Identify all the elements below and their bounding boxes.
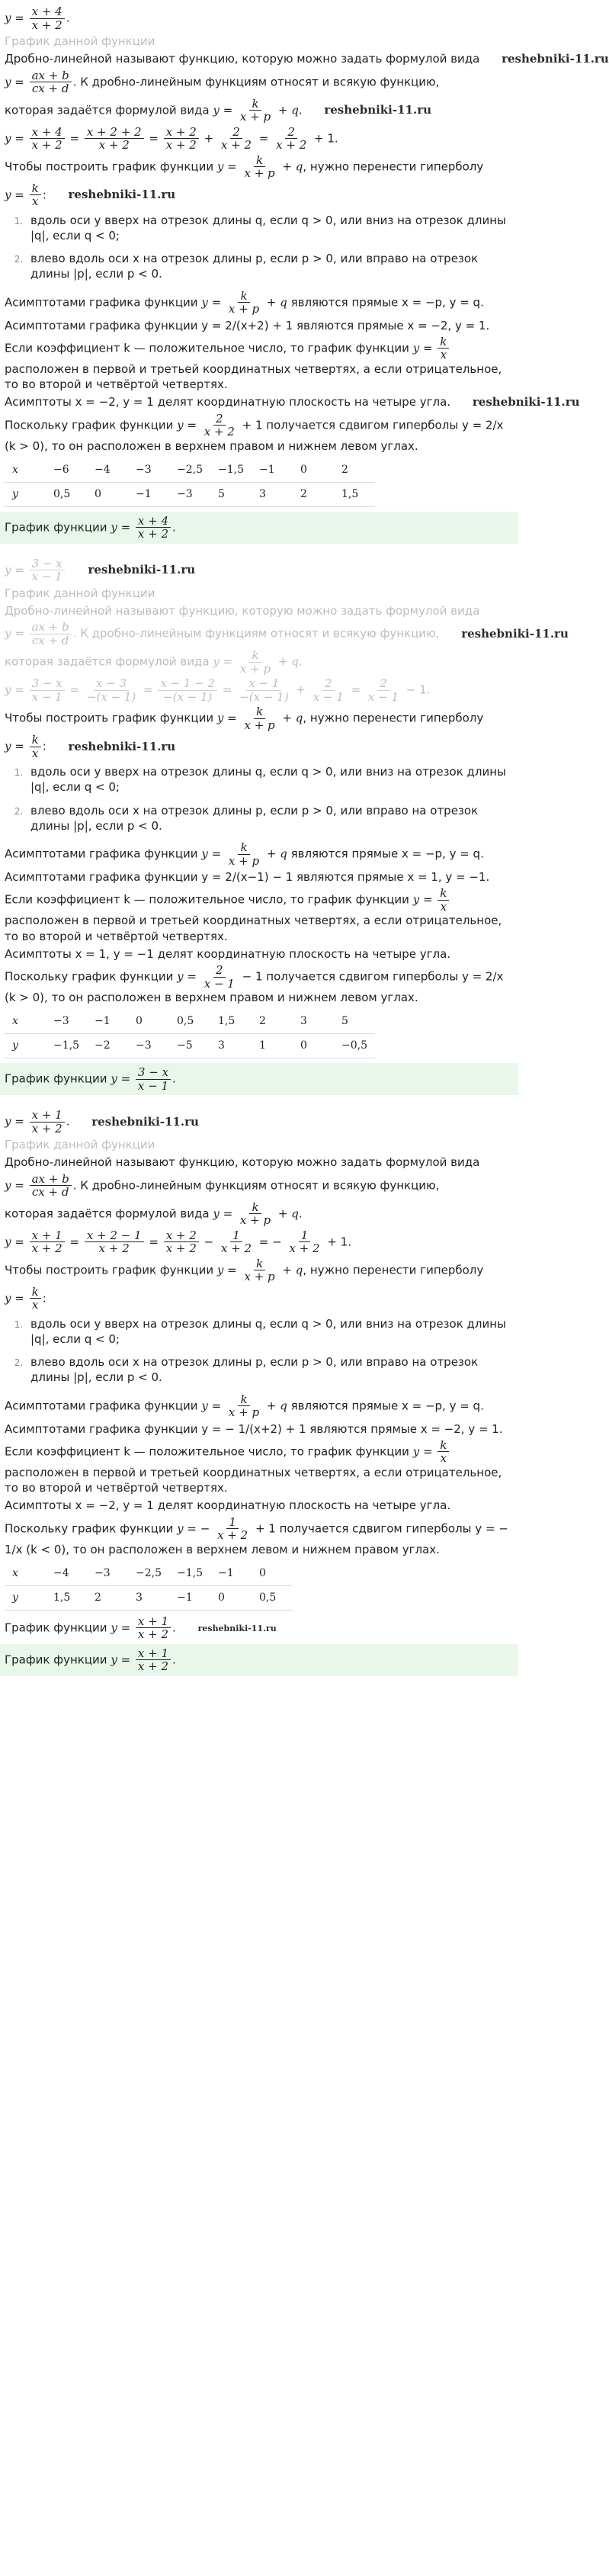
watermark: reshebniki-11.ru — [88, 563, 196, 577]
table-header-x: x — [5, 1010, 46, 1033]
table-cell: 0 — [293, 458, 334, 482]
table-cell: 1 — [252, 1034, 293, 1058]
watermark: reshebniki-11.ru — [91, 1114, 199, 1129]
table-cell: −3 — [87, 1562, 128, 1585]
table-cell: −1,5 — [210, 458, 252, 482]
shift-steps — [5, 213, 514, 282]
transform-chain: y = $\frac{x + 4}{x + 2}$ = $\frac{x + 2 + 2}{x + 2}$ = $\frac{x + 2}{x + 2}$ + $\frac{2}{x + 2}$ = $\frac{2}{x + 2}$ + 1. — [5, 124, 338, 152]
table-cell: −4 — [46, 1562, 87, 1585]
transform-chain: y = $\frac{x + 1}{x + 2}$ = $\frac{x + 2 - 1}{x + 2}$ = $\frac{x + 2}{x + 2}$ − $\frac{1}{x + 2}$ = − $\frac{1}{x + 2}$ + 1. — [5, 1228, 351, 1256]
table-row — [5, 1585, 293, 1610]
watermark: reshebniki-11.ru — [324, 103, 432, 117]
table-cell: 2 — [252, 1010, 293, 1033]
table-row — [5, 482, 375, 506]
watermark: reshebniki-11.ru — [502, 52, 609, 66]
build-line: Чтобы построить график функции y = $\frac{k}{x + p}$ + q, нужно перенести гиперболу — [5, 1256, 484, 1284]
table-cell: 0,5 — [252, 1585, 293, 1610]
since-shift: Поскольку график функции y = − $\frac{1}{x + 2}$ + 1 получается сдвигом гиперболы y = − 1/x (k < 0), то он расположен в верхнем левом и нижнем правом углах. — [5, 1514, 508, 1556]
values-table — [5, 458, 375, 507]
table-cell: 0 — [252, 1562, 293, 1585]
table-cell: 1,5 — [334, 482, 375, 506]
values-table — [5, 1562, 293, 1611]
build-line: Чтобы построить график функции y = $\frac{k}{x + p}$ + q, нужно перенести гиперболу — [5, 705, 484, 732]
asym-angles: Асимптоты x = −2, y = 1 делят координатную плоскость на четыре угла. reshebniki-11.ru — [5, 395, 580, 410]
definition-line: Дробно-линейной называют функцию, которую можно задать формулой вида — [5, 1155, 480, 1170]
step-shift-left: 2. влево вдоль оси x на отрезок длины p, если p > 0, или вправо на отрезок длины |p|, если p < 0. — [26, 803, 514, 834]
table-cell: 0,5 — [46, 482, 87, 506]
shift-steps — [5, 764, 514, 834]
since-shift: Поскольку график функции y = $\frac{2}{x - 1}$ − 1 получается сдвигом гиперболы y = 2/x (k > 0), то он расположен в верхнем правом и нижнем левом углах. — [5, 963, 504, 1005]
problem-2-function: y = $\frac{3 - x}{x - 1}$ reshebniki-11.ru — [5, 556, 196, 584]
asym-general: Асимптотами графика функции y = $\frac{k}{x + p}$ + q являются прямые x = −p, y = q. — [5, 288, 484, 316]
table-header-y: y — [5, 1585, 46, 1610]
table-cell: −5 — [169, 1034, 210, 1058]
problem-2 — [5, 556, 569, 1096]
table-row — [5, 1034, 375, 1058]
table-cell: 2 — [87, 1585, 128, 1610]
asym-angles: Асимптоты x = 1, y = −1 делят координатную плоскость на четыре угла. — [5, 946, 451, 961]
table-cell: −3 — [128, 458, 169, 482]
table-cell: −2,5 — [128, 1562, 169, 1585]
values-table — [5, 1010, 375, 1058]
table-cell: 3 — [128, 1585, 169, 1610]
problem-1-function: y = $\frac{x + 4}{x + 2}$ . — [5, 5, 70, 32]
table-cell: 0 — [293, 1034, 334, 1058]
table-cell: 0,5 — [169, 1010, 210, 1033]
table-cell: −3 — [46, 1010, 87, 1033]
table-cell: −1 — [128, 482, 169, 506]
base-hyperbola: y = $\frac{k}{x}$ : — [5, 1284, 46, 1312]
table-cell: −1 — [87, 1010, 128, 1033]
table-cell: 1,5 — [46, 1585, 87, 1610]
table-cell: −1,5 — [46, 1034, 87, 1058]
table-cell: 2 — [293, 482, 334, 506]
table-cell: 0 — [210, 1585, 252, 1610]
transform-chain: y = $\frac{3 - x}{x - 1}$ = $\frac{x - 3}{-(x - 1)}$ = $\frac{x - 1 - 2}{-(x - 1)}$ = $\frac{x - 1}{-(x - 1)}$ + $\frac{2}{x - 1}$ = $\frac{2}{x - 1}$ − 1. — [5, 676, 431, 704]
definition-formula: y = $\frac{ax + b}{cx + d}$ . К дробно-линейным функциям относят и всякую функцию, — [5, 1171, 440, 1200]
table-cell: 2 — [334, 458, 375, 482]
definition-formula-2: которая задаётся формулой вида y = $\frac{k}{x + p}$ + q. — [5, 648, 303, 676]
step-shift-up: 1. вдоль оси y вверх на отрезок длины q, если q > 0, или вниз на отрезок длины |q|, если q < 0; — [26, 764, 514, 795]
step-shift-up: 1. вдоль оси y вверх на отрезок длины q, если q > 0, или вниз на отрезок длины |q|, если q < 0; — [26, 1316, 514, 1347]
watermark: reshebniki-11.ru — [68, 739, 176, 753]
build-line: Чтобы построить график функции y = $\frac{k}{x + p}$ + q, нужно перенести гиперболу — [5, 153, 484, 180]
definition-formula: y = $\frac{ax + b}{cx + d}$ . К дробно-линейным функциям относят и всякую функцию, reshebniki-11.ru — [5, 620, 569, 647]
table-cell: −1 — [252, 458, 293, 482]
base-hyperbola: y = $\frac{k}{x}$ : reshebniki-11.ru — [5, 181, 176, 208]
table-cell: −3 — [128, 1034, 169, 1058]
graph-caption: График функции y = $\frac{x + 1}{x + 2}$ . — [0, 1644, 518, 1676]
table-cell: 1,5 — [210, 1010, 252, 1033]
table-cell: −1 — [210, 1562, 252, 1585]
table-cell: −2,5 — [169, 458, 210, 482]
problem-1 — [5, 5, 609, 544]
faded-heading: График данной функции — [5, 34, 155, 48]
table-cell: 3 — [293, 1010, 334, 1033]
table-cell: 3 — [252, 482, 293, 506]
watermark: reshebniki-11.ru — [197, 1624, 277, 1634]
table-cell: −6 — [46, 458, 87, 482]
table-cell: −3 — [169, 482, 210, 506]
step-shift-left: 2. влево вдоль оси x на отрезок длины p, если p > 0, или вправо на отрезок длины |p|, если p < 0. — [26, 251, 514, 282]
faded-heading: График данной функции — [5, 1138, 155, 1152]
faded-heading: График данной функции — [5, 586, 155, 600]
watermark: reshebniki-11.ru — [461, 626, 569, 641]
definition-formula-2: которая задаётся формулой вида y = $\frac{k}{x + p}$ + q. — [5, 1200, 303, 1228]
table-cell: −4 — [87, 458, 128, 482]
asym-general: Асимптотами графика функции y = $\frac{k}{x + p}$ + q являются прямые x = −p, y = q. — [5, 840, 484, 868]
table-cell: 5 — [334, 1010, 375, 1033]
since-shift: Поскольку график функции y = $\frac{2}{x + 2}$ + 1 получается сдвигом гиперболы y = 2/x (k > 0), то он расположен в верхнем правом и нижнем левом углах. — [5, 411, 504, 453]
table-cell: 0 — [87, 482, 128, 506]
problem-3-function: y = $\frac{x + 1}{x + 2}$ . reshebniki-11.ru — [5, 1108, 199, 1135]
table-cell: −0,5 — [334, 1034, 375, 1058]
table-header-x: x — [5, 1562, 46, 1585]
definition-formula-2: которая задаётся формулой вида y = $\frac{k}{x + p}$ + q. reshebniki-11.ru — [5, 96, 432, 124]
asym-specific: Асимптотами графика функции y = 2/(x−1) − 1 являются прямые x = 1, y = −1. — [5, 870, 490, 885]
table-cell: −2 — [87, 1034, 128, 1058]
problem-3 — [5, 1109, 514, 1676]
graph-caption-plain: График функции y = $\frac{x + 1}{x + 2}$ . reshebniki-11.ru — [5, 1614, 277, 1642]
definition-line: Дробно-линейной называют функцию, которую можно задать формулой вида — [5, 603, 480, 618]
asym-angles: Асимптоты x = −2, y = 1 делят координатную плоскость на четыре угла. — [5, 1498, 451, 1513]
definition-formula: y = $\frac{ax + b}{cx + d}$ . К дробно-линейным функциям относят и всякую функцию, — [5, 68, 440, 95]
table-header-y: y — [5, 482, 46, 506]
k-positive: Если коэффициент k — положительное число, то график функции y = $\frac{k}{x}$ расположен в первой и третьей координатных четвертях, а если отрицательное, то во второй и четвёртой четвертях. — [5, 886, 502, 943]
asym-general: Асимптотами графика функции y = $\frac{k}{x + p}$ + q являются прямые x = −p, y = q. — [5, 1392, 484, 1420]
watermark: reshebniki-11.ru — [68, 188, 176, 201]
table-cell: 3 — [210, 1034, 252, 1058]
step-shift-up: 1. вдоль оси y вверх на отрезок длины q, если q > 0, или вниз на отрезок длины |q|, если q < 0; — [26, 213, 514, 244]
table-row — [5, 1562, 293, 1585]
k-positive: Если коэффициент k — положительное число, то график функции y = $\frac{k}{x}$ расположен в первой и третьей координатных четвертях, а если отрицательное, то во второй и четвёртой четвертях. — [5, 1437, 502, 1495]
step-shift-left: 2. влево вдоль оси x на отрезок длины p, если p > 0, или вправо на отрезок длины |p|, если p < 0. — [26, 1354, 514, 1386]
shift-steps — [5, 1316, 514, 1386]
graph-caption: График функции y = $\frac{x + 4}{x + 2}$ . — [0, 512, 518, 544]
asym-specific: Асимптотами графика функции y = 2/(x+2) + 1 являются прямые x = −2, y = 1. — [5, 318, 490, 332]
table-cell: 5 — [210, 482, 252, 506]
table-row — [5, 458, 375, 482]
table-cell: 0 — [128, 1010, 169, 1033]
table-header-x: x — [5, 458, 46, 482]
table-cell: −1 — [169, 1585, 210, 1610]
base-hyperbola: y = $\frac{k}{x}$ : reshebniki-11.ru — [5, 733, 176, 760]
asym-specific: Асимптотами графика функции y = − 1/(x+2) + 1 являются прямые x = −2, y = 1. — [5, 1421, 503, 1436]
table-header-y: y — [5, 1034, 46, 1058]
watermark: reshebniki-11.ru — [472, 395, 580, 410]
table-row — [5, 1010, 375, 1033]
definition-line: Дробно-линейной называют функцию, которую можно задать формулой вида reshebniki-11.ru — [5, 52, 609, 66]
k-positive: Если коэффициент k — положительное число, то график функции y = $\frac{k}{x}$ расположен в первой и третьей координатных четвертях, а если отрицательное, то во второй и четвёртой четвертях. — [5, 334, 502, 391]
graph-caption: График функции y = $\frac{3 - x}{x - 1}$ . — [0, 1063, 518, 1095]
table-cell: −1,5 — [169, 1562, 210, 1585]
